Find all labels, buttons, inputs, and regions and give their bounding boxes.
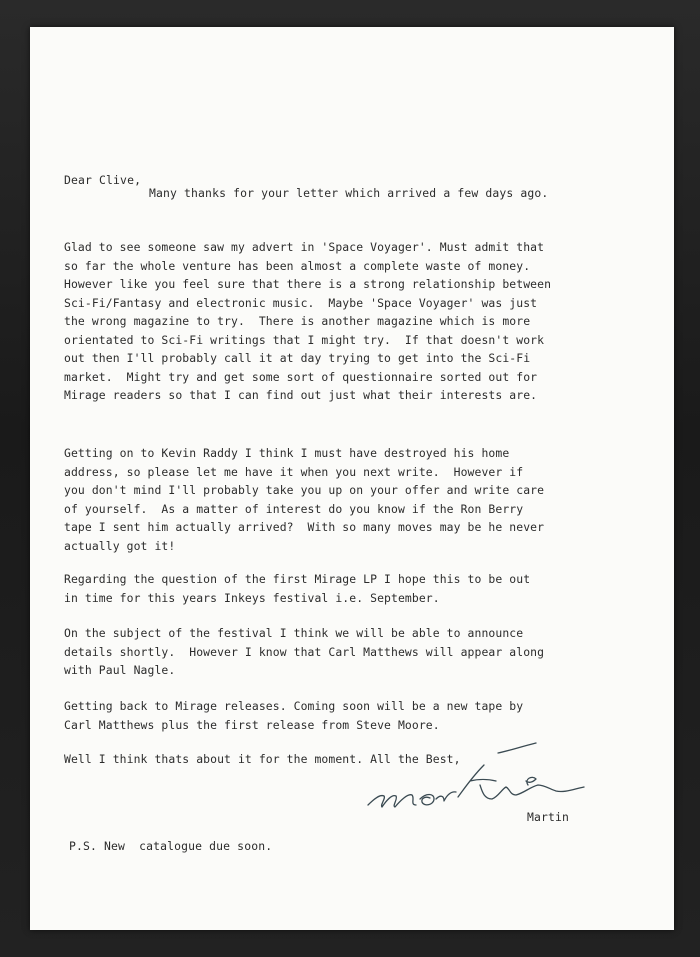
text-line: Getting on to Kevin Raddy I think I must have destroyed his home [64, 446, 510, 460]
text-line: in time for this years Inkeys festival i.e. September. [64, 590, 440, 605]
text-line: of yourself. As a matter of interest do you know if the Ron Berry [64, 501, 524, 516]
signature-ink [368, 743, 584, 807]
text-line: tape I sent him actually arrived? With so many moves may be he never [64, 520, 545, 534]
text-line: market. Might try and get some sort of questionnaire sorted out for [64, 369, 538, 384]
text-line: you don't mind I'll probably take you up on your offer and write care [64, 483, 545, 497]
postscript: P.S. New catalogue due soon. [69, 839, 273, 853]
text-line: address, so please let me have it when you next write. However if [64, 464, 524, 479]
text-line: out then I'll probably call it at day trying to get into the Sci-Fi [64, 351, 531, 365]
signer-name: Martin [527, 810, 570, 824]
letter-opening-line: Many thanks for your letter which arrived a few days ago. [149, 186, 549, 200]
text-line: However like you feel sure that there is a strong relationship between [64, 277, 552, 291]
text-line: orientated to Sci-Fi writings that I might try. If that doesn't work [64, 332, 545, 347]
text-line: Carl Matthews plus the first release from Steve Moore. [64, 717, 440, 732]
letter-salutation: Dear Clive, [64, 173, 142, 187]
text-line: Mirage readers so that I can find out just what their interests are. [64, 388, 538, 402]
text-line: Regarding the question of the first Mirage LP I hope this to be out [64, 572, 531, 586]
letter-paragraph [64, 238, 584, 405]
letter-paragraph [64, 444, 584, 555]
text-line: On the subject of the festival I think we will be able to announce [64, 626, 524, 640]
text-line: the wrong magazine to try. There is another magazine which is more [64, 314, 531, 328]
text-line: Sci-Fi/Fantasy and electronic music. Maybe 'Space Voyager' was just [64, 295, 538, 310]
handwritten-signature [360, 739, 620, 829]
text-line: Glad to see someone saw my advert in 'Space Voyager'. Must admit that [64, 240, 545, 254]
text-line: so far the whole venture has been almost a complete waste of money. [64, 258, 531, 273]
letter-paragraph [64, 697, 584, 734]
text-line: details shortly. However I know that Carl Matthews will appear along [64, 644, 545, 659]
text-line: with Paul Nagle. [64, 663, 176, 677]
text-line: actually got it! [64, 538, 176, 553]
letter-paragraph [64, 624, 584, 680]
text-line: Well I think thats about it for the moment. All the Best, [64, 752, 461, 766]
letter-page [30, 27, 674, 930]
text-line: Getting back to Mirage releases. Coming soon will be a new tape by [64, 699, 524, 713]
letter-paragraph [64, 570, 584, 607]
